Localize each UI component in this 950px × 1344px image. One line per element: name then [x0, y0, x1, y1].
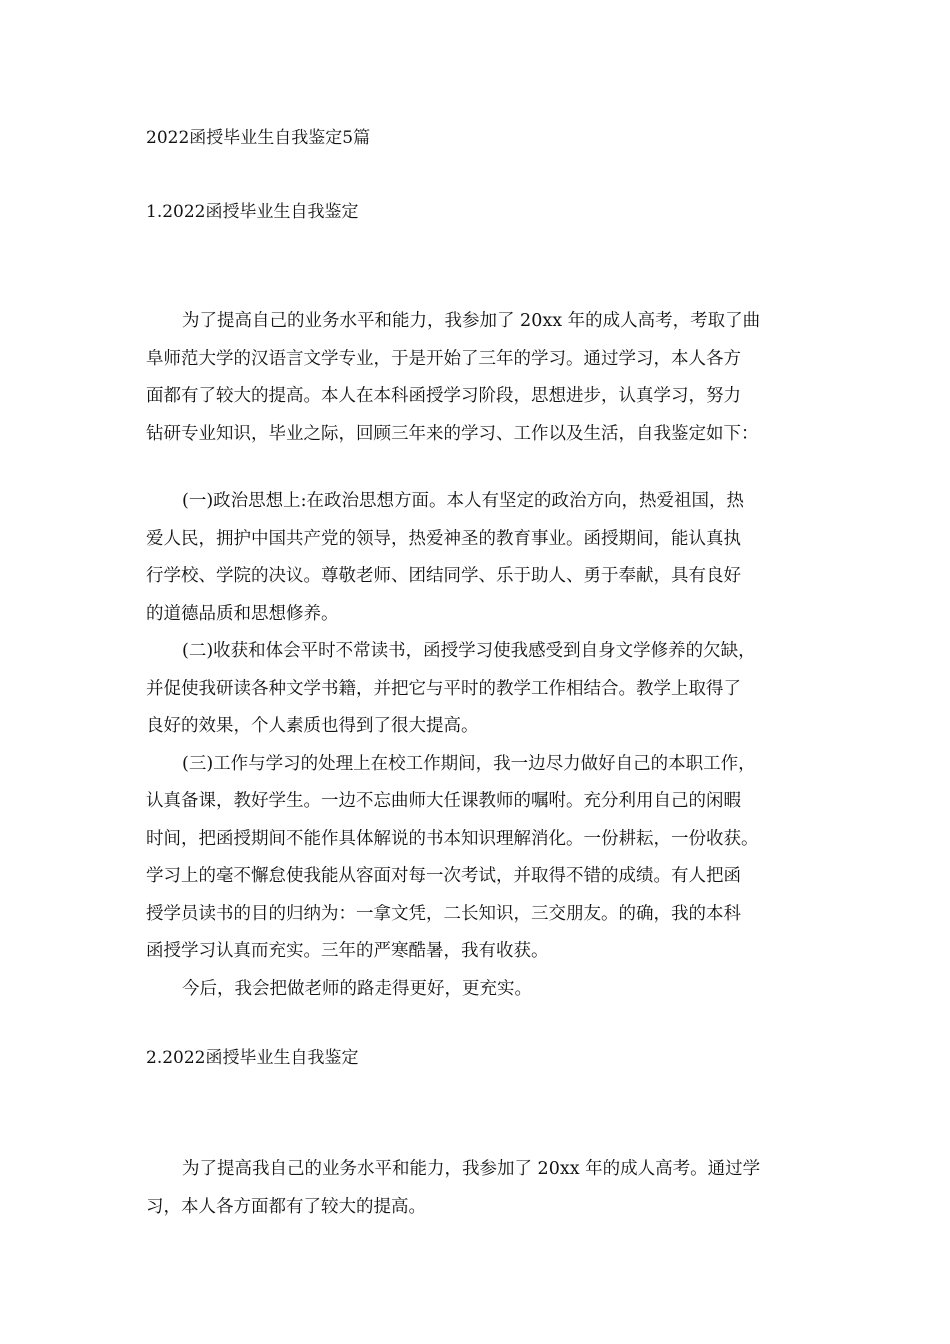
section-2-heading: 2.2022函授毕业生自我鉴定 [146, 1048, 359, 1068]
section-1-body-paragraphs [146, 483, 810, 1008]
paragraph-line: 学习上的毫不懈怠使我能从容面对每一次考试，并取得不错的成绩。有人把函 [146, 866, 741, 886]
section-1-intro-paragraph [146, 303, 810, 453]
paragraph-line: 的道德品质和思想修养。 [146, 603, 339, 624]
paragraph-line: 为了提高我自己的业务水平和能力，我参加了 20xx 年的成人高考。通过学 [182, 1159, 761, 1179]
section-2-intro-paragraph [146, 1151, 810, 1226]
paragraph-line: 良好的效果，个人素质也得到了很大提高。 [146, 716, 479, 736]
paragraph-line: (一)政治思想上:在政治思想方面。本人有坚定的政治方向，热爱祖国，热 [182, 491, 745, 511]
paragraph-line: 今后，我会把做老师的路走得更好，更充实。 [182, 978, 532, 999]
paragraph-line: 钻研专业知识，毕业之际，回顾三年来的学习、工作以及生活，自我鉴定如下： [146, 423, 759, 444]
paragraph-line: (二)收获和体会平时不常读书，函授学习使我感受到自身文学修养的欠缺， [182, 641, 756, 661]
paragraph-line: 面都有了较大的提高。本人在本科函授学习阶段，思想进步，认真学习，努力 [146, 386, 741, 406]
paragraph-line: 习，本人各方面都有了较大的提高。 [146, 1196, 426, 1217]
paragraph-line: 时间，把函授期间不能作具体解说的书本知识理解消化。一份耕耘，一份收获。 [146, 828, 759, 849]
paragraph-line: 函授学习认真而充实。三年的严寒酷暑，我有收获。 [146, 941, 549, 961]
paragraph-line: 爱人民，拥护中国共产党的领导，热爱神圣的教育事业。函授期间，能认真执 [146, 528, 741, 549]
document-title: 2022函授毕业生自我鉴定5篇 [146, 128, 371, 148]
paragraph-line: 并促使我研读各种文学书籍，并把它与平时的教学工作相结合。教学上取得了 [146, 678, 741, 699]
paragraph-line: 认真备课，教好学生。一边不忘曲师大任课教师的嘱咐。充分利用自己的闲暇 [146, 791, 741, 811]
paragraph-line: 行学校、学院的决议。尊敬老师、团结同学、乐于助人、勇于奉献，具有良好 [146, 566, 741, 586]
paragraph-line: 授学员读书的目的归纳为：一拿文凭，二长知识，三交朋友。的确，我的本科 [146, 903, 741, 924]
paragraph-line: 为了提高自己的业务水平和能力，我参加了 20xx 年的成人高考，考取了曲 [182, 311, 761, 331]
paragraph-line: 阜师范大学的汉语言文学专业，于是开始了三年的学习。通过学习，本人各方 [146, 348, 741, 369]
paragraph-line: (三)工作与学习的处理上在校工作期间，我一边尽力做好自己的本职工作， [182, 753, 756, 774]
section-1-heading: 1.2022函授毕业生自我鉴定 [146, 202, 359, 222]
